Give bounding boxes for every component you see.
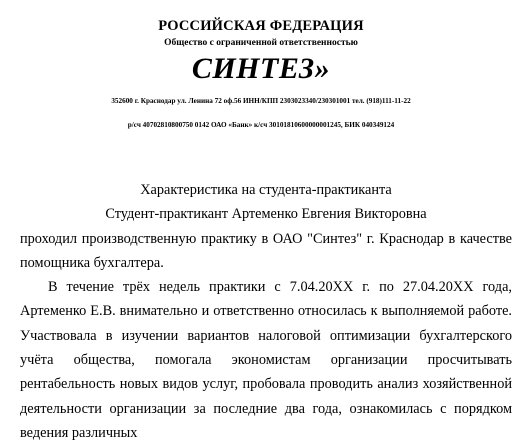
address-line: 352600 г. Краснодар ул. Ленина 72 оф.56 ИНН/КПП 2303023340/230301001 тел. (918)111-11-22 (111, 97, 411, 105)
paragraph-internship: проходил производственную практику в ОАО "Синтез" г. Краснодар в качестве помощника бухгалтера. (20, 230, 512, 271)
paragraph-duties: В течение трёх недель практики с 7.04.20ХХ г. по 27.04.20ХХ года, Артеменко Е.В. внимательно и ответственно относилась к выполняемой работе. Участвовала в изучении вариантов налоговой оптимизации бухгалтерского учёта общества, помогала экономистам организации просчитывать рентабельность новых видов услуг, пробовала проводить анализ хозяйственной деятельности организации за последние два года, ознакомилась с порядком ведения различных (20, 279, 512, 441)
country-heading: РОССИЙСКАЯ ФЕДЕРАЦИЯ (158, 18, 364, 34)
org-type-line: Общество с ограниченной ответственностью (164, 38, 358, 48)
document-title: Характеристика на студента-практиканта (140, 182, 392, 198)
student-name-line: Студент-практикант Артеменко Евгения Викторовна (105, 206, 427, 223)
letterhead (0, 0, 522, 140)
company-name: СИНТЕЗ» (191, 52, 331, 85)
document-body (20, 178, 512, 445)
bank-details-line: р/сч 40702810800750 0142 ОАО «Банк» к/сч 30101810600000001245, БИК 040349124 (127, 121, 395, 129)
